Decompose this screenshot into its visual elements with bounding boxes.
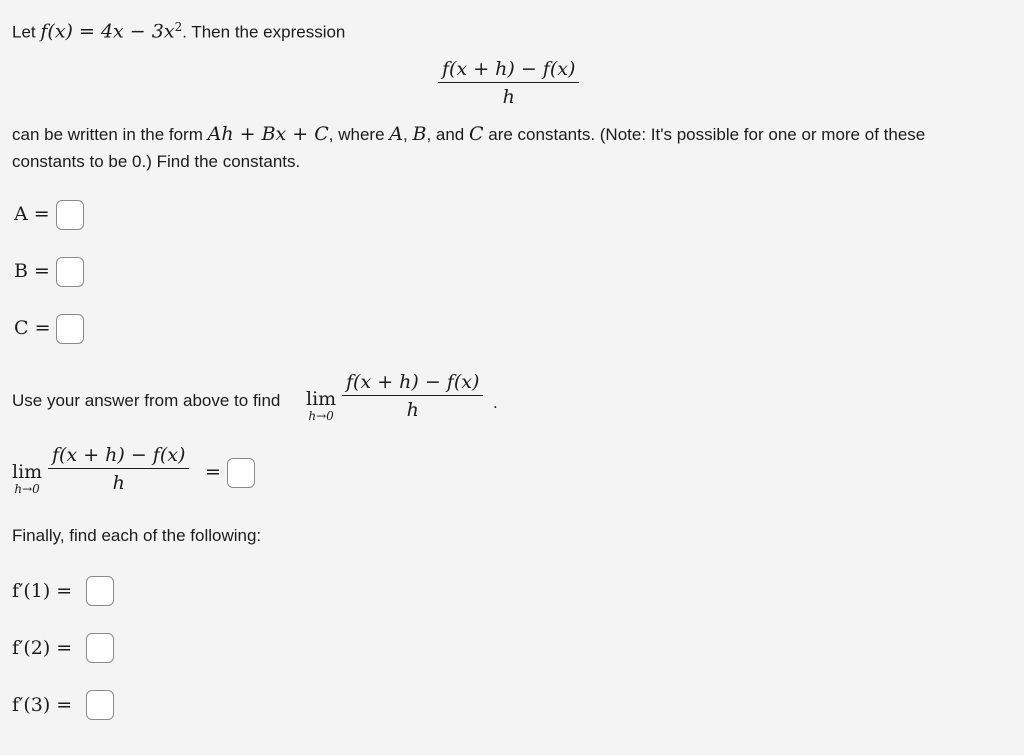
form-description-line2: constants to be 0.) Find the constants. — [12, 152, 301, 171]
answer-c-input[interactable] — [56, 314, 84, 344]
limit-prompt-lim — [306, 389, 336, 423]
var-c: C — [468, 123, 484, 145]
function-definition: f(x) = 4x − 3x — [40, 20, 175, 43]
difference-quotient — [438, 58, 579, 108]
limit-answer-fraction — [48, 444, 189, 494]
lim-word: lim — [12, 461, 43, 483]
prompt-numerator: f(x + h) − f(x) — [342, 371, 483, 396]
limit-answer-input[interactable] — [227, 458, 255, 488]
limit-prompt-period: . — [493, 393, 498, 412]
lim-subscript: h→0 — [14, 482, 40, 496]
intro-then-text: . Then the expression — [182, 22, 346, 42]
label-fprime-3: f′(3) = — [12, 694, 73, 716]
label-a: A = — [14, 203, 50, 225]
answer-fprime-2-input[interactable] — [86, 633, 114, 663]
label-fprime-2: f′(2) = — [12, 637, 73, 659]
form-text-2: , where — [328, 125, 385, 144]
answer-denominator: h — [112, 472, 125, 494]
answer-b-input[interactable] — [56, 257, 84, 287]
dq-numerator: f(x + h) − f(x) — [438, 58, 579, 83]
answer-fprime-3-input[interactable] — [86, 690, 114, 720]
dq-denominator: h — [502, 86, 515, 108]
limit-equals: = — [205, 461, 221, 483]
answer-a-input[interactable] — [56, 200, 84, 230]
finally-text: Finally, find each of the following: — [12, 526, 262, 545]
prompt-denominator: h — [406, 399, 419, 421]
limit-answer-lim — [12, 462, 42, 496]
limit-prompt-fraction — [342, 371, 483, 421]
limit-prompt-text: Use your answer from above to find — [12, 391, 281, 410]
answer-fprime-1-input[interactable] — [86, 576, 114, 606]
var-a: A — [389, 123, 403, 145]
lim-word: lim — [306, 388, 337, 410]
lim-subscript: h→0 — [308, 409, 334, 423]
form-description — [12, 121, 925, 148]
form-text-3: are constants. (Note: It's possible for one or more of these — [488, 125, 926, 144]
form-text-1: can be written in the form — [12, 125, 203, 144]
label-b: B = — [14, 260, 50, 282]
var-b: B — [412, 123, 427, 145]
label-c: C = — [14, 317, 51, 339]
and-text: , and — [426, 125, 465, 144]
exponent: 2 — [174, 20, 183, 34]
problem-intro — [12, 14, 345, 46]
label-fprime-1: f′(1) = — [12, 580, 73, 602]
intro-let-text: Let — [12, 22, 36, 42]
form-expression: Ah + Bx + C — [207, 123, 329, 145]
answer-numerator: f(x + h) − f(x) — [48, 444, 189, 469]
comma: , — [403, 125, 408, 144]
